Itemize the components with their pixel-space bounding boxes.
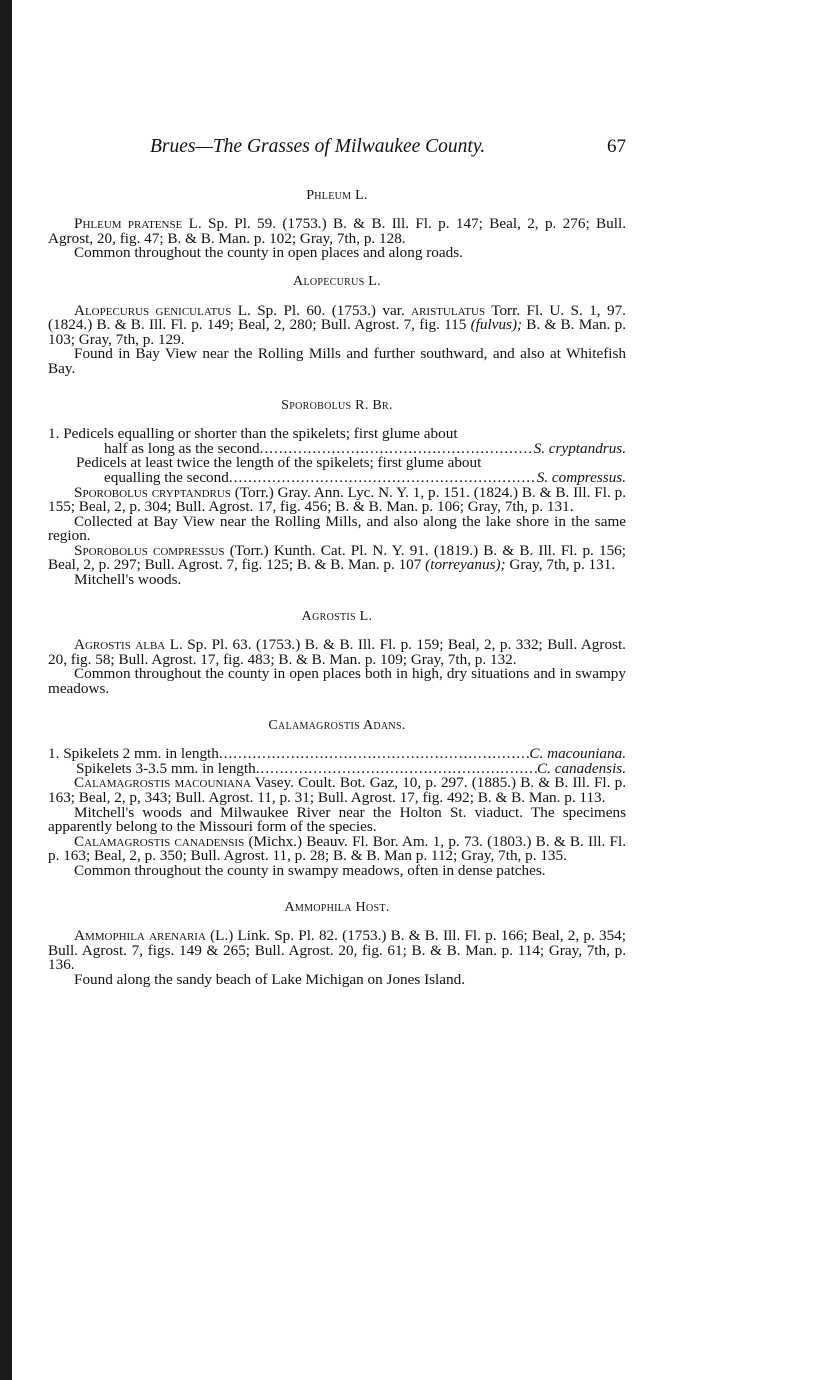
citation: Torr. Fl. U. S. 1, 97. (1824.) B. & B. Ill. Fl. p. 149; Beal, 2, 280; Bull. Agrost. 7, fig. 115 xyxy=(48,301,626,334)
species-name: Alopecurus geniculatus xyxy=(74,301,232,319)
genus-heading-alopecurus: Alopecurus L. xyxy=(293,273,381,289)
species-entry-phleum-pratense xyxy=(48,217,626,246)
running-title: Brues—The Grasses of Milwaukee County. xyxy=(150,136,486,157)
species-entry-alopecurus-geniculatus xyxy=(48,301,626,348)
key-text: equalling the second xyxy=(104,468,229,486)
key-result: S. cryptandrus. xyxy=(533,439,626,457)
key-text: half as long as the second xyxy=(104,439,260,457)
species-name: Calamagrostis macouniana xyxy=(74,774,251,792)
key-line: Pedicels at least twice the length of the spikelets; first glume about xyxy=(76,454,482,472)
species-name: Sporobolus compressus xyxy=(74,541,225,559)
genus-heading-ammophila: Ammophila Host. xyxy=(284,899,390,915)
habitat-note: Collected at Bay View near the Rolling Mills, and also along the lake shore in the same region. xyxy=(48,512,626,545)
species-name: Calamagrostis canadensis xyxy=(74,832,245,850)
habitat-note: Found in Bay View near the Rolling Mills and further southward, and also at Whitefish Bay. xyxy=(48,345,626,377)
habitat-note: Mitchell's woods and Milwaukee River near the Holton St. viaduct. The specimens apparently belong to the Missouri form of the species. xyxy=(48,803,626,836)
citation: L. Sp. Pl. 63. (1753.) B. & B. Ill. Fl. p. 159; Beal, 2, p. 332; Bull. Agrost. 20, fig. 58; Bull. Agrost. 17, fig. 483; B. & B. Man. p. 109; Gray, 7th, p. 132. xyxy=(48,636,626,668)
key-result: C. macouniana. xyxy=(529,745,626,763)
page-number: 67 xyxy=(607,136,626,157)
citation: L. Sp. Pl. 59. (1753.) B. & B. Ill. Fl. p. 147; Beal, 2, p. 276; Bull. Agrost, 20, fig. 47; B. & B. Man. p. 102; Gray, 7th, p. 128. xyxy=(48,215,626,247)
running-header xyxy=(150,136,626,157)
citation: (Michx.) Beauv. Fl. Bor. Am. 1, p. 73. (1803.) B. & B. Ill. Fl. p. 163; Beal, 2, p. 350; Bull. Agrost. 11, p. 28; B. & B. Man p. 112; Gray, 7th, p. 135. xyxy=(48,832,627,865)
species-entry-agrostis-alba xyxy=(48,638,626,667)
citation: B. & B. Man. p. 103; Gray, 7th, p. 129. xyxy=(48,316,626,348)
synonym: (fulvus); xyxy=(470,316,523,334)
key-result: C. canadensis. xyxy=(536,759,626,777)
citation: (Torr.) Kunth. Cat. Pl. N. Y. 91. (1819.) B. & B. Ill. Fl. p. 156; Beal, 2, p. 297; Bull. Agrost. 7, fig. 125; B. & B. Man. p. 107 xyxy=(48,541,626,574)
book-page xyxy=(48,136,627,988)
citation: L. Sp. Pl. 60. (1753.) var. xyxy=(231,301,412,319)
species-name: Ammophila arenaria xyxy=(74,927,206,945)
species-entry-calamagrostis-canadensis xyxy=(48,832,627,865)
synonym: (torreyanus); xyxy=(425,556,506,574)
key-text: Spikelets 3-3.5 mm. in length xyxy=(76,759,256,777)
genus-heading-phleum: Phleum L. xyxy=(306,187,368,203)
scan-edge-strip xyxy=(0,0,12,1380)
citation: Vasey. Coult. Bot. Gaz, 10, p. 297. (1885.) B. & B. Ill. Fl. p. 163; Beal, 2, p, 343; Bull. Agrost. 11, p. 31; Bull. Agrost. 17, fig. 492; B. & B. Man. p. 113. xyxy=(48,774,626,806)
habitat-note: Common throughout the county in open places both in high, dry situations and in swampy meadows. xyxy=(48,665,626,698)
species-entry-calamagrostis-macouniana xyxy=(48,776,626,805)
genus-heading-sporobolus: Sporobolus R. Br. xyxy=(281,397,393,413)
genus-heading-agrostis: Agrostis L. xyxy=(301,608,373,624)
key-result: S. compressus. xyxy=(536,468,626,486)
genus-heading-calamagrostis xyxy=(48,719,626,734)
species-name: Agrostis alba xyxy=(74,636,166,654)
citation: (L.) Link. Sp. Pl. 82. (1753.) B. & B. Ill. Fl. p. 166; Beal, 2, p. 354; Bull. Agrost. 7, figs. 149 & 265; Bull. Agrost. 20, fig. 61; B. & B. Man. p. 114; Gray, 7th, p. 136. xyxy=(48,927,626,974)
citation: Gray, 7th, p. 131. xyxy=(505,556,616,574)
species-entry-sporobolus-compressus xyxy=(48,541,626,574)
genus-name: Calamagrostis Adans. xyxy=(268,717,406,733)
species-name: Phleum pratense xyxy=(74,215,183,233)
citation: (Torr.) Gray. Ann. Lyc. N. Y. 1, p. 151. (1824.) B. & B. Ill. Fl. p. 155; Beal, 2, p. 304; Bull. Agrost. 17, fig. 456; B. & B. Man. p. 106; Gray, 7th, p. 131. xyxy=(48,483,626,516)
variety-name: aristulatus xyxy=(411,301,486,319)
species-entry-ammophila-arenaria xyxy=(48,929,626,973)
key-text: 1. Spikelets 2 mm. in length xyxy=(48,745,219,763)
habitat-note: Mitchell's woods. xyxy=(74,571,182,589)
species-name: Sporobolus cryptandrus xyxy=(74,483,231,501)
habitat-note: Found along the sandy beach of Lake Michigan on Jones Island. xyxy=(74,970,465,988)
key-line: 1. Pedicels equalling or shorter than the spikelets; first glume about xyxy=(48,425,458,443)
species-entry-sporobolus-cryptandrus xyxy=(48,483,626,516)
habitat-note: Common throughout the county in open places and along roads. xyxy=(74,244,463,262)
habitat-note: Common throughout the county in swampy meadows, often in dense patches. xyxy=(74,861,546,879)
leader-dots xyxy=(219,747,530,762)
